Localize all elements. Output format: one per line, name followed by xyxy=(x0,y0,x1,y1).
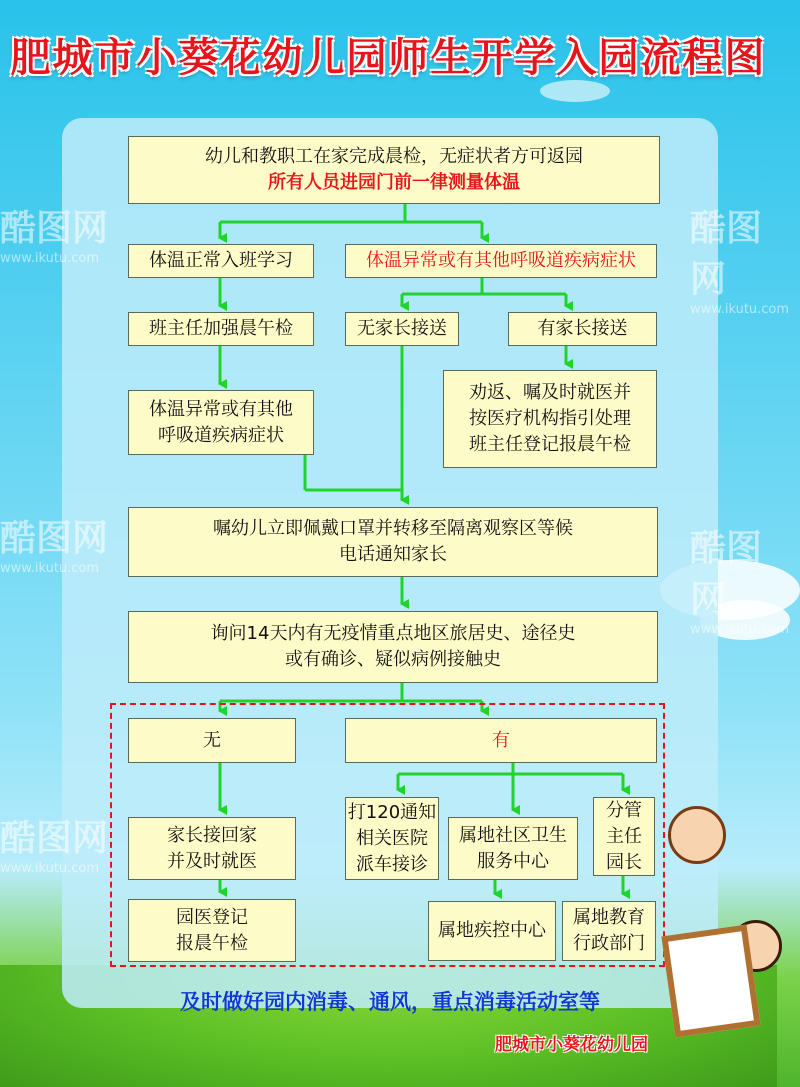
abnormal-symptom-box xyxy=(128,390,314,455)
abnormal-symptom-text-1: 体温异常或有其他 xyxy=(149,398,293,420)
has-parent-box xyxy=(508,312,657,346)
leader-text-2: 主任 xyxy=(606,825,642,847)
abnormal-temp-box xyxy=(345,244,657,278)
footer-note: 及时做好园内消毒、通风，重点消毒活动室等 xyxy=(180,990,600,1014)
cartoon-kid-icon xyxy=(668,806,726,864)
teacher-check-box xyxy=(128,312,314,346)
watermark-url: www.ikutu.com xyxy=(0,561,100,576)
community-box xyxy=(448,817,578,880)
isolate-text-1: 嘱幼儿立即佩戴口罩并转移至隔离观察区等候 xyxy=(213,518,573,539)
call120-box xyxy=(345,797,439,880)
kindergarten-signature: 肥城市小葵花幼儿园 xyxy=(495,1035,648,1055)
parent-home-text-2: 并及时就医 xyxy=(167,850,257,872)
watermark-brand: 酷图网 xyxy=(0,208,109,249)
watermark-brand: 酷图网 xyxy=(690,528,763,620)
edu-text-1: 属地教育 xyxy=(573,907,645,928)
abnormal-symptom-text-2: 呼吸道疾病症状 xyxy=(158,424,284,446)
doctor-box xyxy=(128,899,296,962)
normal-temp-box xyxy=(128,244,314,278)
doctor-text-2: 报晨午检 xyxy=(176,932,248,954)
inquire-box xyxy=(128,611,658,683)
call120-text-1: 打120通知 xyxy=(347,801,437,823)
watermark-url: www.ikutu.com xyxy=(0,251,100,266)
leader-box xyxy=(593,797,655,876)
doctor-text-1: 园医登记 xyxy=(176,906,248,928)
watermark-brand: 酷图网 xyxy=(0,518,109,559)
teacher-check-text: 班主任加强晨午检 xyxy=(149,318,293,339)
edu-text-2: 行政部门 xyxy=(573,933,645,954)
inquire-text-1: 询问14天内有无疫情重点地区旅居史、途径史 xyxy=(210,623,576,644)
no-parent-box xyxy=(345,312,459,346)
watermark-url: www.ikutu.com xyxy=(690,622,790,637)
yes-text: 有 xyxy=(492,729,510,751)
isolate-box xyxy=(128,507,658,577)
advise-text-1: 劝返、嘱及时就医并 xyxy=(469,382,631,403)
normal-temp-text: 体温正常入班学习 xyxy=(149,250,293,271)
cdc-box xyxy=(428,901,556,961)
watermark-brand: 酷图网 xyxy=(0,818,109,859)
advise-text-3: 班主任登记报晨午检 xyxy=(469,434,631,455)
abnormal-temp-text: 体温异常或有其他呼吸道疾病症状 xyxy=(366,250,636,271)
sign-board-icon xyxy=(661,925,760,1038)
watermark-url: www.ikutu.com xyxy=(690,302,790,317)
inquire-text-2: 或有确诊、疑似病例接触史 xyxy=(285,649,501,670)
leader-text-3: 园长 xyxy=(606,851,642,873)
community-text-1: 属地社区卫生 xyxy=(459,824,567,846)
watermark-url: www.ikutu.com xyxy=(0,861,100,876)
start-text: 幼儿和教职工在家完成晨检，无症状者方可返园 xyxy=(205,146,583,167)
advise-text-2: 按医疗机构指引处理 xyxy=(469,408,631,429)
call120-text-2: 相关医院 xyxy=(356,827,428,849)
no-parent-text: 无家长接送 xyxy=(357,318,447,339)
start-box xyxy=(128,136,660,204)
parent-home-text-1: 家长接回家 xyxy=(167,824,257,846)
page-title: 肥城市小葵花幼儿园师生开学入园流程图 xyxy=(10,35,767,81)
call120-text-3: 派车接诊 xyxy=(356,853,428,875)
parent-home-box xyxy=(128,817,296,880)
advise-box xyxy=(443,370,657,468)
isolate-text-2: 电话通知家长 xyxy=(339,544,447,565)
none-text: 无 xyxy=(203,729,221,751)
community-text-2: 服务中心 xyxy=(477,850,549,872)
has-parent-text: 有家长接送 xyxy=(537,318,628,339)
none-box xyxy=(128,718,296,763)
watermark-brand: 酷图网 xyxy=(690,208,763,300)
leader-text-1: 分管 xyxy=(606,799,642,821)
yes-box xyxy=(345,718,657,763)
edu-box xyxy=(562,901,656,961)
cdc-text: 属地疾控中心 xyxy=(438,920,546,941)
start-highlight-text: 所有人员进园门前一律测量体温 xyxy=(268,172,520,193)
